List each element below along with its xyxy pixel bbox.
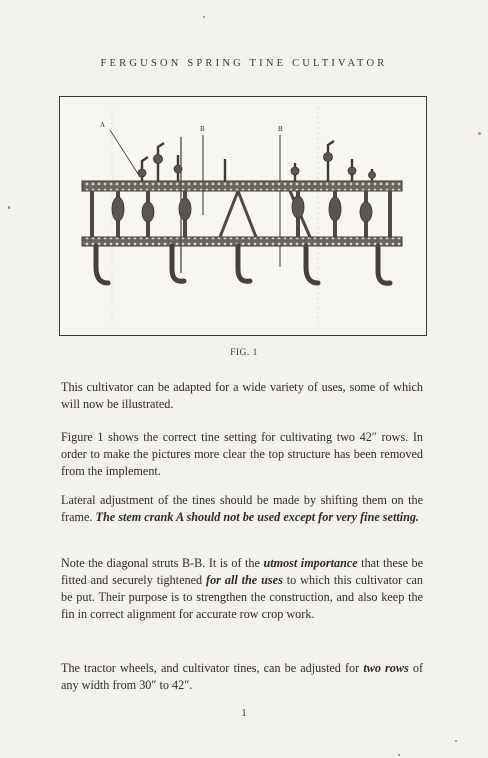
paragraph-4-emphasis-1: utmost importance	[263, 556, 358, 570]
figure-1-photo	[59, 96, 427, 336]
label-b-left: B	[200, 125, 205, 133]
paper-speck	[398, 754, 400, 756]
page-number: 1	[241, 707, 247, 719]
figure-caption: FIG. 1	[230, 348, 258, 358]
paragraph-1	[61, 379, 423, 413]
label-b-right: B	[278, 125, 283, 133]
paper-speck	[203, 16, 205, 18]
paragraph-4-emphasis-2: for all the uses	[206, 573, 283, 587]
paragraph-5-text-b: of any width from 30″ to 42″.	[61, 661, 424, 692]
paper-speck	[8, 206, 10, 209]
paragraph-3-text: Lateral adjustment of the tines should be made by shifting them on the frame.	[61, 493, 423, 524]
paragraph-5-text-a: The tractor wheels, and cultivator tines, can be adjusted for	[61, 661, 364, 675]
paragraph-5-emphasis: two rows	[363, 661, 409, 675]
paragraph-4	[61, 555, 423, 623]
paragraph-2-text: Figure 1 shows the correct tine setting for cultivating two 42″ rows. In order to make the pictures more clear the top structure has been removed from the implement.	[61, 430, 423, 478]
paragraph-4-text-c: to which this cultivator can be put. Their purpose is to strengthen the construction, and also keep the fin in correct alignment for accurate row crop work.	[61, 573, 423, 621]
paragraph-4-text-a: Note the diagonal struts B-B. It is of the	[61, 556, 264, 570]
paragraph-3-emphasis: The stem crank A should not be used except for very fine setting.	[95, 510, 420, 524]
label-a: A	[100, 121, 106, 129]
paragraph-1-text: This cultivator can be adapted for a wide variety of uses, some of which will now be illustrated.	[61, 380, 423, 411]
running-title: FERGUSON SPRING TINE CULTIVATOR	[100, 58, 388, 69]
paragraph-3	[61, 492, 423, 526]
cultivator-illustration	[60, 97, 428, 337]
paper-speck	[455, 740, 457, 742]
paragraph-2	[61, 429, 423, 480]
paper-speck	[478, 132, 481, 135]
paragraph-4-text-b: that these be fitted and securely tightened	[61, 556, 424, 587]
paragraph-5	[61, 660, 423, 694]
